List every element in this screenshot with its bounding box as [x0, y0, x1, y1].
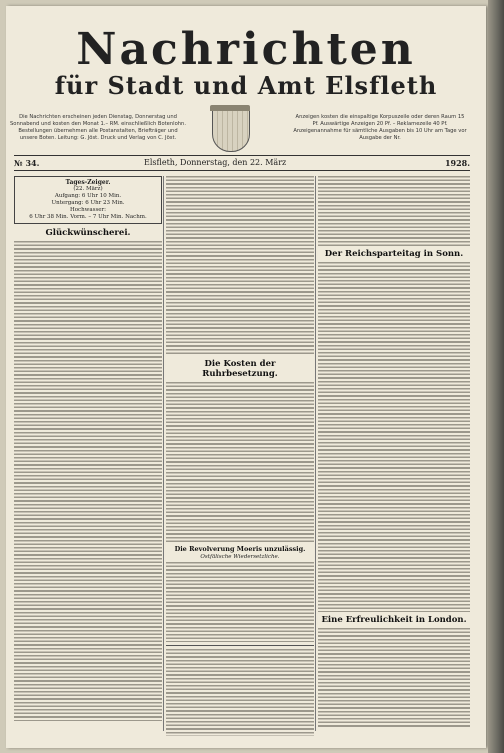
issue-date: Elsfleth, Donnerstag, den 22. März — [144, 158, 287, 167]
issue-number: № 34. — [14, 158, 40, 168]
issue-year: 1928. — [444, 158, 470, 168]
article-body-text — [166, 382, 314, 542]
column-2 — [166, 176, 314, 736]
article-subheading: Die Revolverung Moeris unzulässig. — [174, 545, 306, 553]
subscription-info: Die Nachrichten erscheinen jeden Dienstag, Donnerstag und Sonnabend und kosten den Monat 1.– RM. einschließlich Botenlohn. Bestellungen übernehmen alle Postanstalten, Briefträger und unsere Boten. Leitung: G. Jöst. Druck und Verlag von C. Jöst. — [10, 114, 186, 141]
article-body-text — [14, 241, 162, 721]
calendar-date: (22. März) — [73, 186, 103, 192]
article-body-text — [166, 562, 314, 642]
article-heading: Der Reichsparteitag in Sonn. — [324, 249, 464, 259]
advertising-info: Anzeigen kosten die einspaltige Korpuszeile oder deren Raum 15 Pf. Auswärtige Anzeigen 20 Pf. – Reklamezeile 40 Pf. Anzeigenannahme für sämtliche Ausgaben bis 10 Uhr am Tage vor Ausgabe der Nr. — [293, 114, 467, 141]
column-3 — [318, 176, 470, 736]
article-body-text — [318, 628, 470, 728]
article-heading: Die Kosten der Ruhrbesetzung. — [202, 359, 278, 379]
calendar-line: Hochwasser: — [69, 207, 107, 213]
article-heading: Eine Erfreulichkeit in London. — [321, 615, 467, 625]
masthead — [14, 26, 478, 100]
article-body-text — [166, 176, 314, 356]
calendar-line: Aufgang: 6 Uhr 10 Min. — [54, 193, 122, 199]
calendar-box — [14, 176, 162, 224]
rule-top — [14, 155, 470, 156]
article-body-text — [166, 649, 314, 736]
rule-bottom — [14, 170, 470, 171]
article-body-text — [318, 176, 470, 246]
calendar-line: Untergang: 6 Uhr 23 Min. — [51, 200, 125, 206]
column-1 — [14, 176, 162, 736]
masthead-subtitle: für Stadt und Amt Elsfleth — [54, 71, 438, 100]
column-divider — [315, 176, 316, 731]
separator — [166, 645, 314, 646]
masthead-title: Nachrichten — [76, 24, 416, 75]
article-heading: Glückwünscherei. — [45, 228, 131, 238]
article-kicker: Ostfälische Wiedersetzliche. — [200, 554, 280, 560]
calendar-title: Tages-Zeiger. — [65, 179, 111, 186]
calendar-line: 6 Uhr 38 Min. Vorm. – 7 Uhr Min. Nachm. — [29, 214, 147, 220]
article-body-text — [318, 262, 470, 612]
newspaper-page — [6, 6, 486, 748]
town-crest-icon — [212, 110, 250, 152]
column-divider — [163, 176, 164, 731]
book-binding-edge — [488, 0, 504, 753]
